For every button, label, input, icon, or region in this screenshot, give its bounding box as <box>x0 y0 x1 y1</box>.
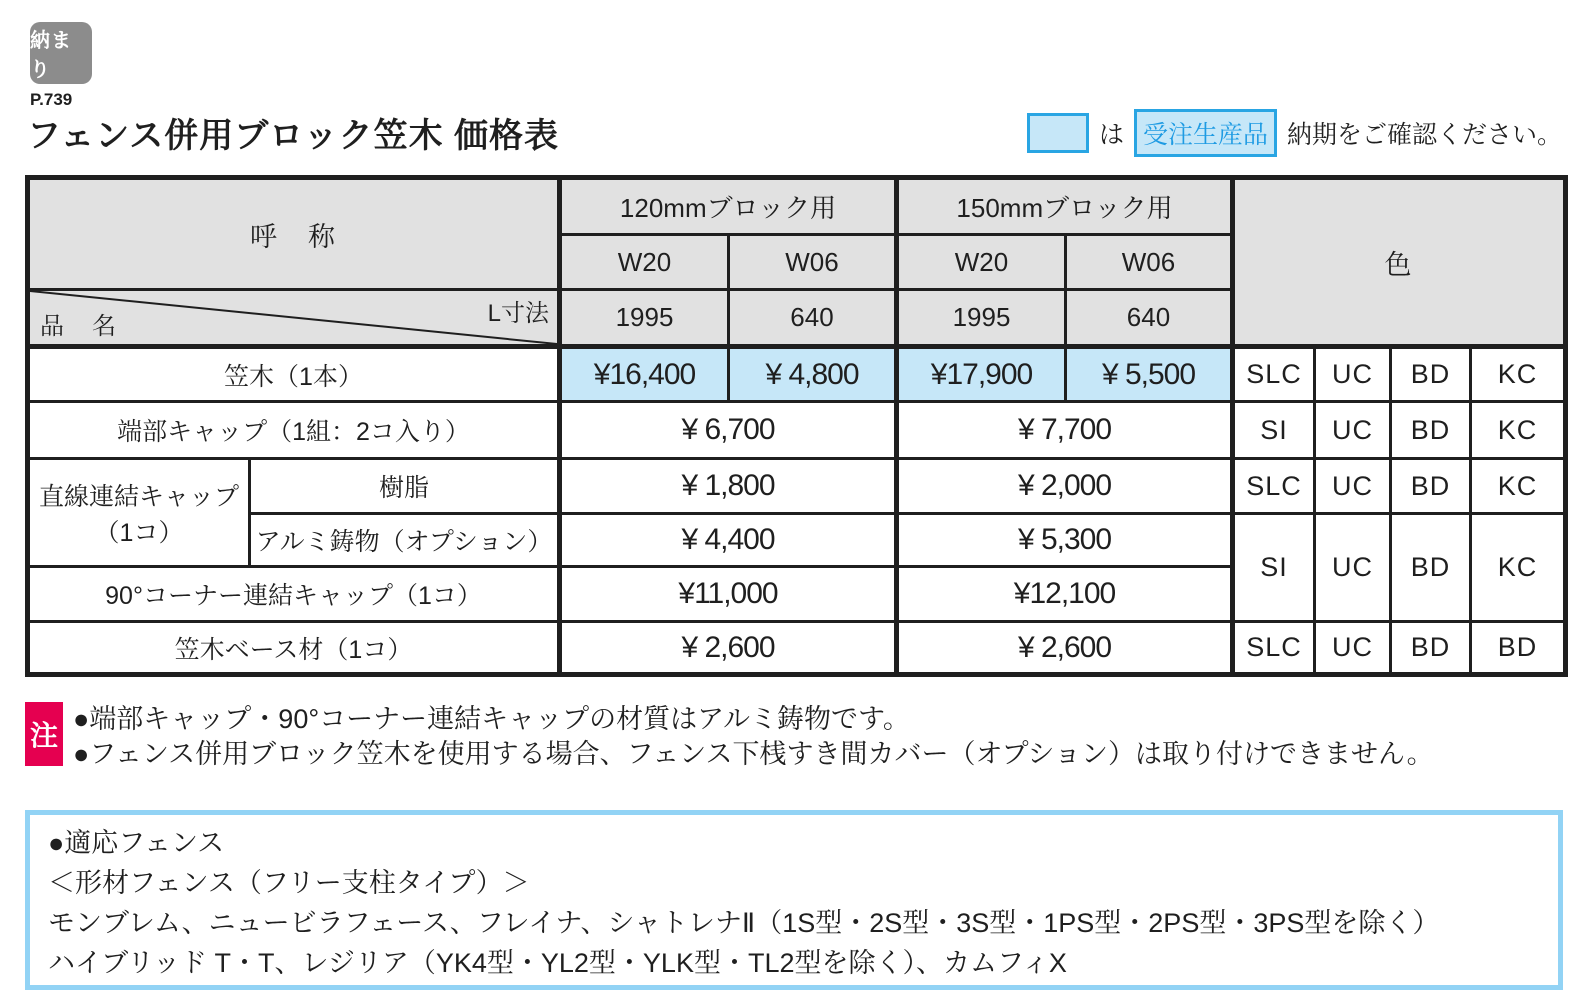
color-cell: UC <box>1315 622 1391 675</box>
page-title: フェンス併用ブロック笠木 価格表 <box>27 117 560 155</box>
price-cell: ¥12,100 <box>897 567 1233 622</box>
price-cell: ¥ 5,500 <box>1066 347 1233 402</box>
note-item: ●フェンス併用ブロック笠木を使用する場合、フェンス下桟すき間カバー（オプション）は取り付けできません。 <box>73 739 1434 769</box>
color-cell: SI <box>1233 514 1315 622</box>
color-cell: SLC <box>1233 622 1315 675</box>
header-color: 色 <box>1233 178 1566 347</box>
note-item: ●端部キャップ・90°コーナー連結キャップの材質はアルミ鋳物です。 <box>73 704 910 734</box>
legend-suffix: 納期をご確認ください。 <box>1286 121 1562 149</box>
price-table <box>25 175 1568 677</box>
legend-particle: は <box>1098 121 1124 149</box>
detail-reference-badge: 納まり <box>30 22 92 84</box>
header-dimension-label: L寸法 <box>487 300 549 327</box>
header-length-1995-a: 1995 <box>560 290 729 347</box>
row-end-cap-name: 端部キャップ（1組：2コ入り） <box>28 402 560 459</box>
row-corner-cap-name: 90°コーナー連結キャップ（1コ） <box>28 567 560 622</box>
row-resin-name: 樹脂 <box>250 459 560 514</box>
header-w20-150: W20 <box>897 235 1066 290</box>
color-cell: UC <box>1315 459 1391 514</box>
price-cell: ¥17,900 <box>897 347 1066 402</box>
row-base-material-name: 笠木ベース材（1コ） <box>28 622 560 675</box>
row-straight-cap-group-name: 直線連結キャップ（1コ） <box>28 459 250 567</box>
header-group-120mm: 120mmブロック用 <box>560 178 897 235</box>
compat-subheading: ＜形材フェンス（フリー支柱タイプ）＞ <box>48 868 530 898</box>
note-badge: 注 <box>25 702 63 766</box>
page-number: P.739 <box>30 90 73 109</box>
legend-color-swatch <box>1027 113 1089 153</box>
compat-fence-list-2: ハイブリッド T・T、レジリア（YK4型・YL2型・YLK型・TL2型を除く）、カムフィX <box>48 948 1067 978</box>
legend-made-to-order-tag: 受注生産品 <box>1134 109 1277 157</box>
header-length-640-a: 640 <box>729 290 897 347</box>
price-cell: ¥ 1,800 <box>560 459 897 514</box>
color-cell: KC <box>1471 459 1566 514</box>
compatible-fences-box <box>25 810 1563 990</box>
diagonal-split-cell <box>30 291 557 344</box>
color-cell: BD <box>1391 402 1471 459</box>
color-cell: UC <box>1315 514 1391 622</box>
price-cell: ¥ 2,000 <box>897 459 1233 514</box>
header-product-dimension <box>28 290 560 347</box>
header-length-640-b: 640 <box>1066 290 1233 347</box>
made-to-order-legend <box>1027 110 1562 156</box>
price-cell: ¥ 6,700 <box>560 402 897 459</box>
header-w06-150: W06 <box>1066 235 1233 290</box>
color-cell: BD <box>1471 622 1566 675</box>
header-w06-120: W06 <box>729 235 897 290</box>
color-cell: KC <box>1471 514 1566 622</box>
price-cell: ¥11,000 <box>560 567 897 622</box>
color-cell: SI <box>1233 402 1315 459</box>
color-cell: BD <box>1391 514 1471 622</box>
color-cell: BD <box>1391 347 1471 402</box>
color-cell: KC <box>1471 347 1566 402</box>
price-cell: ¥ 4,800 <box>729 347 897 402</box>
color-cell: SLC <box>1233 347 1315 402</box>
color-cell: UC <box>1315 347 1391 402</box>
color-cell: BD <box>1391 622 1471 675</box>
price-cell: ¥ 2,600 <box>897 622 1233 675</box>
color-cell: BD <box>1391 459 1471 514</box>
compat-fence-list-1: モンブレム、ニュービラフェース、フレイナ、シャトレナⅡ（1S型・2S型・3S型・1PS型・2PS型・3PS型を除く） <box>48 908 1440 938</box>
header-length-1995-b: 1995 <box>897 290 1066 347</box>
color-cell: KC <box>1471 402 1566 459</box>
price-cell: ¥ 7,700 <box>897 402 1233 459</box>
color-cell: SLC <box>1233 459 1315 514</box>
price-cell: ¥16,400 <box>560 347 729 402</box>
price-cell: ¥ 5,300 <box>897 514 1233 567</box>
header-w20-120: W20 <box>560 235 729 290</box>
row-coping-name: 笠木（1本） <box>28 347 560 402</box>
price-cell: ¥ 2,600 <box>560 622 897 675</box>
note-lines <box>73 702 1434 772</box>
color-cell: UC <box>1315 402 1391 459</box>
header-group-150mm: 150mmブロック用 <box>897 178 1233 235</box>
row-aluminum-cast-name: アルミ鋳物（オプション） <box>250 514 560 567</box>
header-product-label: 品 名 <box>40 313 118 340</box>
notes-section <box>25 702 1434 772</box>
compat-heading: ●適応フェンス <box>48 828 225 858</box>
price-cell: ¥ 4,400 <box>560 514 897 567</box>
header-name: 呼 称 <box>28 178 560 290</box>
